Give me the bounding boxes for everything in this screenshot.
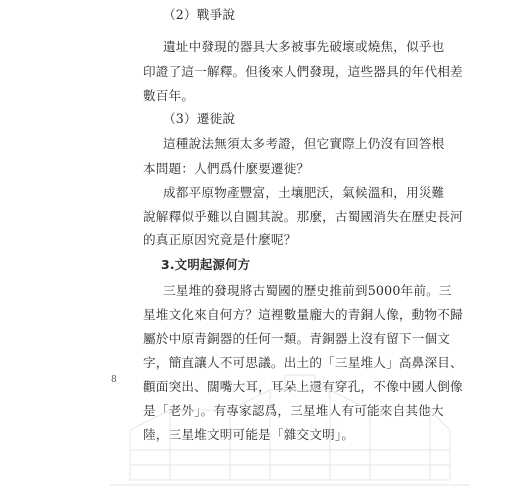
temple-watermark-illustration (110, 370, 470, 490)
paragraph-line: 字，簡直讓人不可思議。出土的「三星堆人」高鼻深目、 (143, 355, 463, 370)
paragraph-line: 顴面突出、闊嘴大耳，耳朵上還有穿孔，不像中國人倒像 (143, 379, 463, 394)
paragraph-line: 說解釋似乎難以自圓其說。那麼，古蜀國消失在歷史長河 (143, 209, 463, 224)
section-heading: 3.文明起源何方 (161, 257, 251, 272)
paragraph-line: 本問題：人們爲什麼要遷徙？ (143, 161, 310, 176)
paragraph-line: 這種說法無須太多考證，但它實際上仍沒有回答根 (163, 136, 445, 151)
paragraph-line: 成都平原物產豐富，土壤肥沃，氣候溫和，用災難 (163, 185, 445, 200)
subheading-migration-theory: （3）遷徙說 (163, 111, 236, 126)
paragraph-line: 遺址中發現的器具大多被事先破壞或燒焦，似乎也 (163, 39, 445, 54)
paragraph-line: 星堆文化來自何方？這裡數量龐大的青銅人像，動物不歸 (143, 307, 463, 322)
paragraph-line: 數百年。 (143, 88, 195, 103)
paragraph-line: 是「老外」。有專家認爲，三星堆人有可能來自其他大 (143, 403, 444, 418)
paragraph-line: 陸，三星堆文明可能是「雜交文明」。 (143, 427, 355, 442)
paragraph-line: 屬於中原青銅器的任何一類。青銅器上沒有留下一個文 (143, 331, 451, 346)
paragraph-line: 印證了這一解釋。但後來人們發現，這些器具的年代相差 (143, 64, 463, 79)
subheading-war-theory: （2）戰爭說 (163, 7, 236, 22)
paragraph-line: 的真正原因究竟是什麼呢？ (143, 232, 297, 247)
page-number: 8 (111, 375, 117, 385)
paragraph-line: 三星堆的發現將古蜀國的歷史推前到5000年前。三 (163, 283, 452, 298)
